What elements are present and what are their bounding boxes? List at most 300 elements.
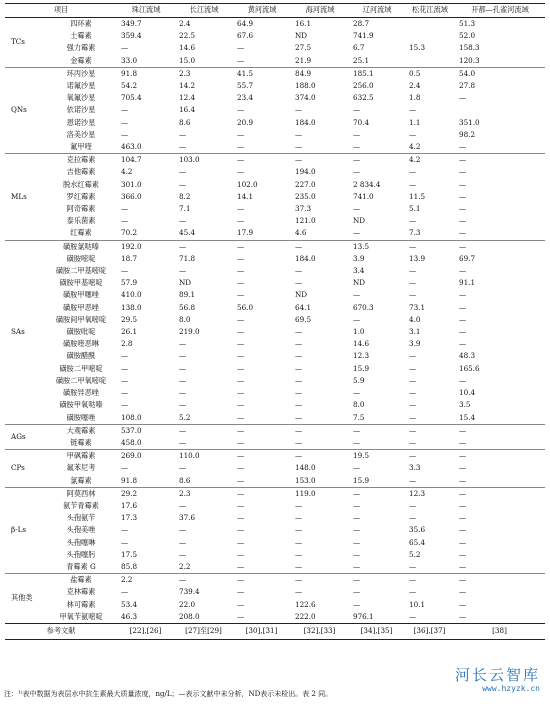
concentration-cell: —: [121, 463, 129, 473]
concentration-cell: —: [455, 424, 545, 437]
concentration-cell: —: [409, 216, 417, 226]
antibiotic-name: 盐霉素: [45, 574, 117, 587]
reference-cell: [27]至[29]: [175, 623, 233, 639]
concentration-cell: —: [405, 574, 455, 587]
antibiotic-name: 红霉素: [70, 228, 92, 238]
concentration-cell: —: [459, 561, 467, 571]
concentration-cell: 89.1: [179, 290, 196, 300]
table-row: [5, 475, 545, 488]
concentration-cell: 1.0: [353, 327, 365, 337]
concentration-cell: —: [459, 302, 467, 312]
concentration-cell: 301.0: [121, 179, 142, 189]
antibiotic-name: 磺胺氯哒嗪: [45, 240, 117, 253]
concentration-cell: —: [179, 525, 187, 535]
concentration-cell: —: [353, 537, 361, 547]
table-row: [5, 104, 545, 116]
table-row: [5, 314, 545, 326]
concentration-cell: —: [353, 463, 361, 473]
table-row: [5, 42, 545, 54]
concentration-cell: —: [237, 599, 245, 609]
concentration-cell: —: [233, 424, 291, 437]
concentration-cell: —: [121, 525, 129, 535]
concentration-cell: —: [459, 216, 467, 226]
concentration-cell: 17.6: [121, 500, 138, 510]
concentration-cell: —: [295, 537, 303, 547]
category-label: AGs: [5, 424, 45, 449]
concentration-cell: 463.0: [121, 142, 142, 152]
concentration-cell: —: [121, 117, 129, 127]
concentration-cell: 3.5: [459, 400, 471, 410]
concentration-cell: —: [179, 463, 187, 473]
concentration-cell: —: [233, 154, 291, 167]
antibiotic-name: 罗红霉素: [66, 191, 96, 201]
concentration-cell: —: [237, 278, 245, 288]
concentration-cell: —: [295, 363, 303, 373]
concentration-cell: —: [295, 500, 303, 510]
antibiotic-name: 克拉霉素: [45, 154, 117, 167]
antibiotic-name: 氯霉素: [70, 475, 92, 485]
concentration-cell: ND: [295, 290, 308, 300]
concentration-cell: —: [121, 363, 129, 373]
concentration-cell: —: [295, 437, 303, 447]
concentration-cell: 29.2: [117, 487, 175, 500]
concentration-cell: 7.3: [409, 228, 421, 238]
concentration-cell: —: [291, 424, 349, 437]
antibiotic-name: 青霉素 G: [66, 561, 96, 571]
concentration-cell: —: [179, 375, 187, 385]
concentration-cell: 351.0: [459, 117, 480, 127]
concentration-cell: —: [237, 105, 245, 115]
concentration-cell: 8.6: [179, 475, 191, 485]
concentration-cell: 14.6: [179, 43, 196, 53]
references-row: [5, 623, 545, 639]
concentration-cell: —: [179, 500, 187, 510]
concentration-cell: —: [121, 105, 129, 115]
concentration-cell: —: [409, 437, 417, 447]
concentration-cell: —: [455, 574, 545, 587]
table-row: [5, 302, 545, 314]
concentration-cell: —: [405, 450, 455, 463]
antibiotic-name: 强力霉素: [66, 43, 96, 53]
header-item: 项目: [5, 4, 117, 18]
concentration-cell: —: [459, 375, 467, 385]
concentration-cell: 22.0: [179, 599, 196, 609]
concentration-cell: 2.4: [409, 81, 421, 91]
concentration-cell: —: [409, 105, 417, 115]
concentration-cell: 256.0: [353, 81, 374, 91]
concentration-cell: 2.2: [117, 574, 175, 587]
concentration-cell: 103.0: [175, 154, 233, 167]
table-row: [5, 154, 545, 167]
concentration-cell: 121.0: [295, 216, 316, 226]
concentration-cell: 64.9: [237, 19, 254, 28]
concentration-cell: 5.1: [409, 204, 421, 214]
antibiotic-name: 磺胺异恶唑: [63, 388, 99, 398]
table-row: [5, 129, 545, 141]
concentration-cell: 208.0: [179, 611, 200, 621]
concentration-cell: 219.0: [179, 327, 200, 337]
concentration-cell: —: [237, 253, 245, 263]
concentration-cell: —: [353, 525, 361, 535]
concentration-cell: 45.4: [179, 228, 196, 238]
concentration-cell: 4.2: [409, 142, 421, 152]
concentration-cell: —: [295, 278, 303, 288]
concentration-cell: —: [295, 266, 303, 276]
concentration-cell: —: [459, 191, 467, 201]
concentration-cell: [405, 18, 455, 31]
concentration-cell: —: [237, 500, 245, 510]
concentration-cell: 54.0: [455, 67, 545, 80]
concentration-cell: —: [409, 129, 417, 139]
concentration-cell: 185.1: [349, 67, 405, 80]
concentration-cell: 10.4: [459, 388, 476, 398]
concentration-cell: —: [459, 599, 467, 609]
concentration-cell: —: [353, 314, 361, 324]
concentration-cell: —: [295, 339, 303, 349]
category-label: CPs: [5, 450, 45, 488]
concentration-cell: —: [295, 327, 303, 337]
table-row: [5, 67, 545, 80]
concentration-cell: 35.6: [409, 525, 426, 535]
concentration-cell: 71.8: [179, 253, 196, 263]
concentration-cell: —: [179, 549, 187, 559]
antibiotic-name: 头孢美唑: [66, 525, 96, 535]
table-row: [5, 363, 545, 375]
antibiotic-name: 诺氟沙星: [66, 81, 96, 91]
concentration-cell: —: [237, 400, 245, 410]
concentration-cell: —: [233, 450, 291, 463]
concentration-cell: —: [121, 400, 129, 410]
concentration-cell: 366.0: [121, 191, 142, 201]
concentration-cell: —: [237, 216, 245, 226]
concentration-cell: —: [455, 154, 545, 167]
concentration-cell: ND: [295, 31, 308, 41]
concentration-cell: —: [459, 587, 467, 597]
concentration-cell: 20.9: [237, 117, 254, 127]
table-row: [5, 462, 545, 474]
table-row: [5, 500, 545, 512]
concentration-cell: —: [353, 500, 361, 510]
concentration-cell: 741.9: [353, 31, 374, 41]
table-row: [5, 277, 545, 289]
concentration-cell: —: [349, 154, 405, 167]
concentration-cell: 2 834.4: [353, 179, 381, 189]
concentration-cell: 55.7: [237, 81, 254, 91]
concentration-cell: —: [353, 388, 361, 398]
concentration-cell: —: [353, 561, 361, 571]
category-label: MLs: [5, 154, 45, 240]
concentration-cell: —: [179, 437, 187, 447]
concentration-cell: —: [121, 43, 129, 53]
concentration-cell: 184.0: [295, 253, 316, 263]
concentration-cell: 15.4: [459, 412, 476, 422]
table-row: [5, 424, 545, 437]
concentration-cell: —: [233, 574, 291, 587]
table-row: [5, 80, 545, 92]
concentration-cell: —: [409, 388, 417, 398]
concentration-cell: 8.6: [179, 117, 191, 127]
antibiotic-name: 头孢噻啉: [66, 537, 96, 547]
concentration-cell: —: [459, 463, 467, 473]
antibiotic-name: 头孢噻肟: [66, 549, 96, 559]
concentration-cell: 188.0: [295, 81, 316, 91]
header-changjiang: 长江流域: [175, 4, 233, 18]
concentration-cell: 194.0: [295, 167, 316, 177]
concentration-cell: 120.3: [459, 55, 480, 65]
table-row: [5, 179, 545, 191]
concentration-cell: 1.1: [409, 117, 421, 127]
concentration-cell: 359.4: [121, 31, 142, 41]
concentration-cell: 56.0: [237, 302, 254, 312]
concentration-cell: 8.2: [179, 191, 191, 201]
concentration-cell: —: [353, 129, 361, 139]
concentration-cell: —: [459, 327, 467, 337]
antibiotic-name: 链霉素: [70, 437, 92, 447]
table-row: [5, 203, 545, 215]
concentration-cell: 5.9: [353, 375, 365, 385]
concentration-cell: 7.1: [179, 204, 191, 214]
concentration-cell: —: [237, 388, 245, 398]
concentration-cell: —: [295, 549, 303, 559]
concentration-cell: —: [237, 314, 245, 324]
concentration-cell: 13.5: [349, 240, 405, 253]
antibiotic-name: 泰乐菌素: [66, 216, 96, 226]
concentration-cell: 12.3: [405, 487, 455, 500]
concentration-cell: —: [237, 363, 245, 373]
header-huanghe: 黄河流域: [233, 4, 291, 18]
concentration-cell: —: [291, 240, 349, 253]
concentration-cell: 5.2: [179, 412, 191, 422]
table-row: [5, 524, 545, 536]
concentration-cell: —: [459, 93, 467, 103]
concentration-cell: —: [121, 587, 129, 597]
concentration-cell: ND: [179, 278, 192, 288]
concentration-cell: —: [459, 475, 467, 485]
antibiotic-name: 洛美沙星: [66, 129, 96, 139]
category-label: SAs: [5, 240, 45, 424]
table-row: [5, 412, 545, 425]
concentration-cell: —: [409, 167, 417, 177]
antibiotic-name: 磺胺二甲嘧啶: [59, 363, 103, 373]
concentration-cell: —: [459, 179, 467, 189]
concentration-cell: 4.0: [409, 314, 421, 324]
table-row: [5, 30, 545, 42]
concentration-cell: 227.0: [295, 179, 316, 189]
table-row: [5, 537, 545, 549]
concentration-cell: —: [455, 450, 545, 463]
table-row: [5, 487, 545, 500]
antibiotic-concentration-table: [5, 3, 545, 640]
concentration-cell: —: [295, 142, 303, 152]
header-kaidu-kongque: 开都—孔雀河流域: [455, 4, 545, 18]
concentration-cell: [405, 30, 455, 42]
concentration-cell: 17.9: [237, 228, 254, 238]
table-row: [5, 561, 545, 574]
concentration-cell: —: [179, 142, 187, 152]
concentration-cell: 8.0: [353, 400, 365, 410]
concentration-cell: —: [295, 412, 303, 422]
concentration-cell: 14.1: [237, 191, 254, 201]
concentration-cell: —: [179, 400, 187, 410]
concentration-cell: 98.2: [459, 129, 476, 139]
concentration-cell: —: [175, 424, 233, 437]
concentration-cell: 184.0: [295, 117, 316, 127]
antibiotic-name: 金霉素: [70, 55, 92, 65]
concentration-cell: —: [237, 351, 245, 361]
concentration-cell: —: [179, 179, 187, 189]
concentration-cell: —: [409, 475, 417, 485]
concentration-cell: —: [179, 339, 187, 349]
concentration-cell: —: [459, 314, 467, 324]
antibiotic-name: 氧氟沙星: [66, 93, 96, 103]
concentration-cell: 110.0: [175, 450, 233, 463]
concentration-cell: —: [295, 561, 303, 571]
antibiotic-name: 恩诺沙星: [66, 117, 96, 127]
concentration-cell: —: [459, 290, 467, 300]
table-header-row: [5, 4, 545, 18]
concentration-cell: —: [459, 266, 467, 276]
concentration-cell: 4.6: [295, 228, 307, 238]
concentration-cell: —: [459, 500, 467, 510]
table-row: [5, 326, 545, 338]
antibiotic-name: 磺胺噻唑: [66, 412, 96, 422]
table-row: [5, 387, 545, 399]
concentration-cell: 65.4: [409, 537, 426, 547]
concentration-cell: 51.3: [459, 19, 476, 28]
concentration-cell: 56.8: [179, 302, 196, 312]
table-row: [5, 574, 545, 587]
concentration-cell: —: [353, 228, 361, 238]
concentration-cell: —: [353, 599, 361, 609]
concentration-cell: —: [409, 179, 417, 189]
concentration-cell: 57.9: [121, 278, 138, 288]
table-row: [5, 586, 545, 598]
concentration-cell: 70.4: [353, 117, 370, 127]
concentration-cell: —: [237, 513, 245, 523]
antibiotic-name: 脱水红霉素: [63, 179, 99, 189]
concentration-cell: —: [237, 129, 245, 139]
concentration-cell: —: [353, 105, 361, 115]
concentration-cell: —: [237, 525, 245, 535]
antibiotic-name: 磺胺二甲基嘧啶: [55, 266, 107, 276]
concentration-cell: 91.8: [121, 475, 138, 485]
concentration-cell: 85.8: [121, 561, 138, 571]
concentration-cell: 122.6: [295, 599, 316, 609]
header-liaohe: 辽河流域: [349, 4, 405, 18]
reference-cell: [32],[33]: [291, 623, 349, 639]
concentration-cell: —: [409, 611, 417, 621]
concentration-cell: —: [353, 513, 361, 523]
concentration-cell: 91.8: [117, 67, 175, 80]
concentration-cell: ND: [353, 216, 366, 226]
concentration-cell: —: [121, 537, 129, 547]
category-label: QNs: [5, 67, 45, 153]
antibiotic-name: 磺胺甲基嘧啶: [59, 278, 103, 288]
concentration-cell: —: [179, 129, 187, 139]
antibiotic-name: 磺胺醋酰: [66, 351, 96, 361]
concentration-cell: —: [353, 587, 361, 597]
concentration-cell: —: [237, 561, 245, 571]
concentration-cell: 15.0: [179, 55, 196, 65]
concentration-cell: —: [405, 240, 455, 253]
concentration-cell: —: [409, 290, 417, 300]
concentration-cell: 12.4: [179, 93, 196, 103]
concentration-cell: —: [237, 43, 245, 53]
concentration-cell: 2.4: [179, 19, 191, 28]
concentration-cell: 73.1: [409, 302, 426, 312]
concentration-cell: 14.2: [179, 81, 196, 91]
concentration-cell: —: [121, 216, 129, 226]
concentration-cell: 4.2: [405, 154, 455, 167]
concentration-cell: 2.3: [175, 487, 233, 500]
concentration-cell: 3.1: [409, 327, 421, 337]
concentration-cell: [405, 55, 455, 68]
concentration-cell: —: [353, 204, 361, 214]
concentration-cell: 0.5: [405, 67, 455, 80]
concentration-cell: 2.2: [179, 561, 191, 571]
concentration-cell: —: [291, 154, 349, 167]
concentration-cell: 705.4: [121, 93, 142, 103]
concentration-cell: 16.4: [179, 105, 196, 115]
antibiotic-name: 甲氧苄氨嘧啶: [59, 611, 103, 621]
antibiotic-name: 磺胺二甲氧嘧啶: [55, 375, 107, 385]
concentration-cell: 15.3: [409, 43, 426, 53]
concentration-cell: 27.8: [459, 81, 476, 91]
concentration-cell: —: [179, 266, 187, 276]
concentration-cell: 192.0: [117, 240, 175, 253]
concentration-cell: —: [237, 266, 245, 276]
concentration-cell: —: [237, 339, 245, 349]
table-footnote: 注：¹⁾表中数据为表层水中抗生素最大质量浓度，ng/L；—表示文献中未分析，ND表示未检出。表 2 同。: [4, 690, 333, 698]
concentration-cell: 33.0: [121, 55, 138, 65]
table-row: [5, 117, 545, 129]
concentration-cell: —: [459, 142, 467, 152]
antibiotic-name: 头孢氨苄: [66, 513, 96, 523]
reference-cell: [36],[37]: [405, 623, 455, 639]
concentration-cell: —: [409, 500, 417, 510]
concentration-cell: 4.2: [121, 167, 133, 177]
concentration-cell: —: [409, 278, 417, 288]
concentration-cell: 537.0: [117, 424, 175, 437]
table-row: [5, 240, 545, 253]
concentration-cell: —: [459, 167, 467, 177]
concentration-cell: —: [237, 475, 245, 485]
concentration-cell: —: [237, 463, 245, 473]
concentration-cell: —: [409, 561, 417, 571]
table-row: [5, 92, 545, 104]
concentration-cell: —: [353, 437, 361, 447]
category-label: TCs: [11, 37, 25, 47]
concentration-cell: —: [295, 105, 303, 115]
concentration-cell: —: [405, 424, 455, 437]
watermark-logo: [436, 664, 546, 704]
concentration-cell: [455, 104, 545, 116]
table-row: [5, 253, 545, 265]
table-body: [5, 18, 545, 640]
concentration-cell: 10.1: [409, 599, 426, 609]
table-row: [5, 265, 545, 277]
concentration-cell: 235.0: [295, 191, 316, 201]
concentration-cell: —: [179, 388, 187, 398]
concentration-cell: —: [409, 400, 417, 410]
concentration-cell: —: [233, 487, 291, 500]
antibiotic-name: 大观霉素: [45, 424, 117, 437]
table-row: [5, 227, 545, 240]
header-zhujiang: 珠江流域: [117, 4, 175, 18]
concentration-cell: 3.9: [353, 253, 365, 263]
concentration-cell: —: [455, 240, 545, 253]
concentration-cell: —: [121, 375, 129, 385]
